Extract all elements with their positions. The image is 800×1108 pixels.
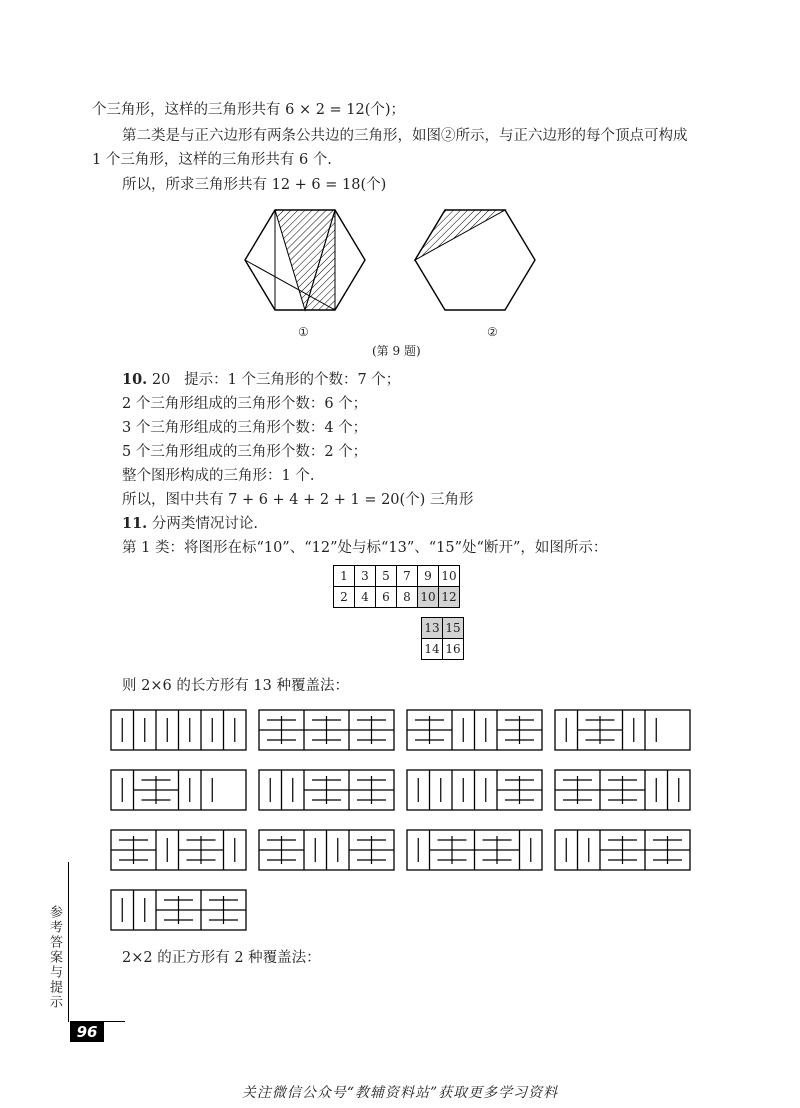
grid-cell: 4 — [355, 587, 376, 608]
footer-note: 关注微信公众号“教辅资料站”获取更多学习资料 — [241, 1085, 559, 1101]
q10-hint-line-5: 整个图形构成的三角形：1 个. — [122, 468, 315, 484]
q11-title: 分两类情况讨论. — [151, 516, 258, 532]
q11-first-line — [122, 514, 258, 534]
figure-label-1: ① — [298, 325, 309, 339]
grid-cell: 10 — [439, 566, 460, 587]
grid-cell: 6 — [376, 587, 397, 608]
tiling-diagram — [406, 768, 546, 816]
grid-cell: 8 — [397, 587, 418, 608]
hexagon-figure-1 — [245, 210, 365, 310]
tiling-diagram — [110, 888, 250, 936]
grid-cell-shaded: 15 — [443, 618, 464, 639]
q10-hint-line-4: 5 个三角形组成的三角形个数：2 个； — [122, 444, 368, 460]
q10-number: 10. — [122, 371, 148, 388]
grid-cell: 1 — [334, 566, 355, 587]
q10-hint-line-1: 提示：1 个三角形的个数：7 个； — [184, 372, 401, 388]
hexagon-figure-2 — [415, 210, 535, 310]
q11-number: 11. — [122, 515, 148, 532]
tiling-diagram — [110, 708, 250, 756]
figure-caption: (第 9 题) — [372, 344, 421, 358]
grid-cell-shaded: 12 — [439, 587, 460, 608]
q11-square-text: 2×2 的正方形有 2 种覆盖法： — [122, 950, 321, 966]
q10-hint-line-3: 3 个三角形组成的三角形个数：4 个； — [122, 420, 368, 436]
grid-cell-shaded: 13 — [422, 618, 443, 639]
q10-answer: 20 — [151, 372, 171, 388]
tiling-diagram — [110, 828, 250, 876]
side-section-label: 参考答案与提示 — [47, 905, 62, 1010]
number-grid-top — [333, 565, 460, 608]
side-rule — [68, 862, 69, 1022]
text-line-4: 所以，所求三角形共有 12 + 6 = 18(个) — [122, 177, 387, 193]
grid-cell: 7 — [397, 566, 418, 587]
figure-label-2: ② — [487, 325, 498, 339]
q10-hint-line-2: 2 个三角形组成的三角形个数：6 个； — [122, 396, 368, 412]
q11-rect-text: 则 2×6 的长方形有 13 种覆盖法： — [122, 678, 349, 694]
grid-cell: 5 — [376, 566, 397, 587]
tiling-diagram — [554, 708, 694, 756]
grid-cell: 2 — [334, 587, 355, 608]
tiling-diagram — [258, 768, 398, 816]
tiling-diagram — [258, 828, 398, 876]
grid-cell: 14 — [422, 639, 443, 660]
number-grid-bottom — [421, 617, 464, 660]
tiling-diagram — [258, 708, 398, 756]
tiling-diagram — [110, 768, 250, 816]
q10-first-line — [122, 370, 400, 390]
tiling-diagram — [554, 768, 694, 816]
grid-cell-shaded: 10 — [418, 587, 439, 608]
grid-cell: 3 — [355, 566, 376, 587]
tiling-diagram — [406, 708, 546, 756]
q10-hint-line-6: 所以，图中共有 7 + 6 + 4 + 2 + 1 = 20(个) 三角形 — [122, 492, 474, 508]
tiling-diagram — [406, 828, 546, 876]
grid-cell: 16 — [443, 639, 464, 660]
q11-case1: 第 1 类：将图形在标“10”、“12”处与标“13”、“15”处“断开”，如图所示： — [122, 540, 608, 556]
text-line-3: 1 个三角形，这样的三角形共有 6 个. — [92, 152, 332, 168]
text-line-1: 个三角形，这样的三角形共有 6 × 2 = 12(个)； — [92, 102, 406, 118]
text-line-2: 第二类是与正六边形有两条公共边的三角形，如图②所示，与正六边形的每个顶点可构成 — [122, 128, 688, 144]
page-number: 96 — [70, 1022, 104, 1042]
tiling-diagram — [554, 828, 694, 876]
figure-9-hexagons — [230, 200, 550, 350]
grid-cell: 9 — [418, 566, 439, 587]
